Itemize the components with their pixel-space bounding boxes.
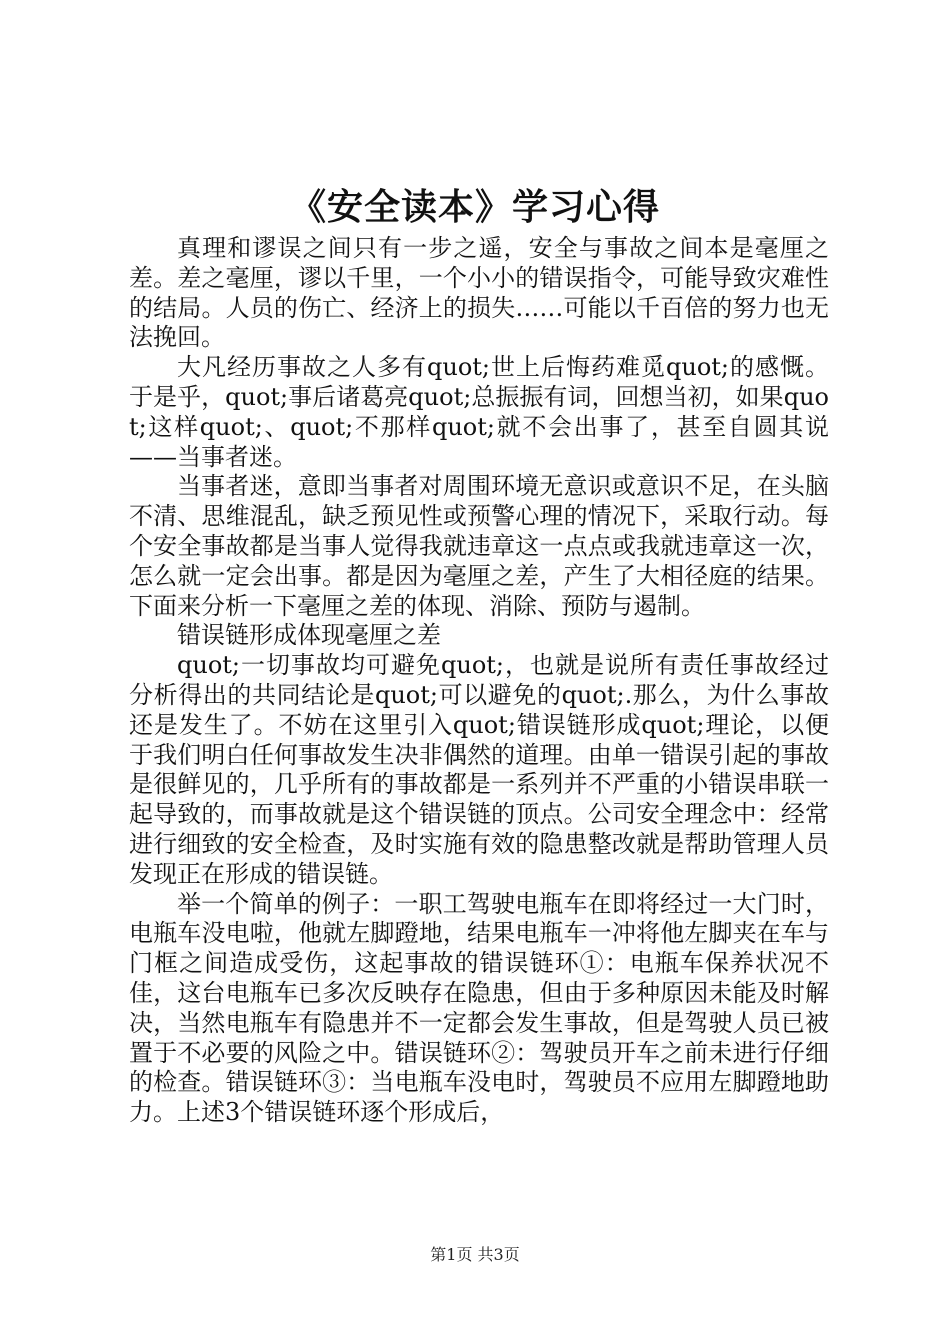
document-title: 《安全读本》学习心得 [289, 186, 660, 228]
paragraph: 真理和谬误之间只有一步之遥，安全与事故之间本是毫厘之差。差之毫厘，谬以千里，一个小小的错误指令，可能导致灾难性的结局。人员的伤亡、经济上的损失……可能以千百倍的努力也无法挽回。 [129, 234, 829, 352]
paragraph: 举一个简单的例子：一职工驾驶电瓶车在即将经过一大门时，电瓶车没电啦，他就左脚蹬地，结果电瓶车一冲将他左脚夹在车与门框之间造成受伤，这起事故的错误链环①：电瓶车保养状况不佳，这台电瓶车已多次反映存在隐患，但由于多种原因未能及时解决，当然电瓶车有隐患并不一定都会发生事故，但是驾驶人员已被置于不必要的风险之中。错误链环②：驾驶员开车之前未进行仔细的检查。错误链环③：当电瓶车没电时，驾驶员不应用左脚蹬地助力。上述3个错误链环逐个形成后， [129, 889, 829, 1127]
paragraph: quot;一切事故均可避免quot;，也就是说所有责任事故经过分析得出的共同结论是quot;可以避免的quot;.那么，为什么事故还是发生了。不妨在这里引入quot;错误链形成quot;理论，以便于我们明白任何事故发生决非偶然的道理。由单一错误引起的事故是很鲜见的，几乎所有的事故都是一系列并不严重的小错误串联一起导致的，而事故就是这个错误链的顶点。公司安全理念中：经常进行细致的安全检查，及时实施有效的隐患整改就是帮助管理人员发现正在形成的错误链。 [129, 651, 829, 888]
section-heading: 错误链形成体现毫厘之差 [177, 621, 441, 650]
document-body [129, 234, 829, 1128]
paragraph: 当事者迷，意即当事者对周围环境无意识或意识不足，在头脑不清、思维混乱，缺乏预见性或预警心理的情况下，采取行动。每个安全事故都是当事人觉得我就违章这一点点或我就违章这一次，怎么就一定会出事。都是因为毫厘之差，产生了大相径庭的结果。下面来分析一下毫厘之差的体现、消除、预防与遏制。 [129, 472, 829, 620]
paragraph: 大凡经历事故之人多有quot;世上后悔药难觅quot;的感慨。于是乎，quot;事后诸葛亮quot;总振振有词，回想当初，如果quot;这样quot;、quot;不那样quot;就不会出事了，甚至自圆其说——当事者迷。 [129, 353, 829, 471]
page-footer: 第1页 共3页 [430, 1245, 520, 1264]
